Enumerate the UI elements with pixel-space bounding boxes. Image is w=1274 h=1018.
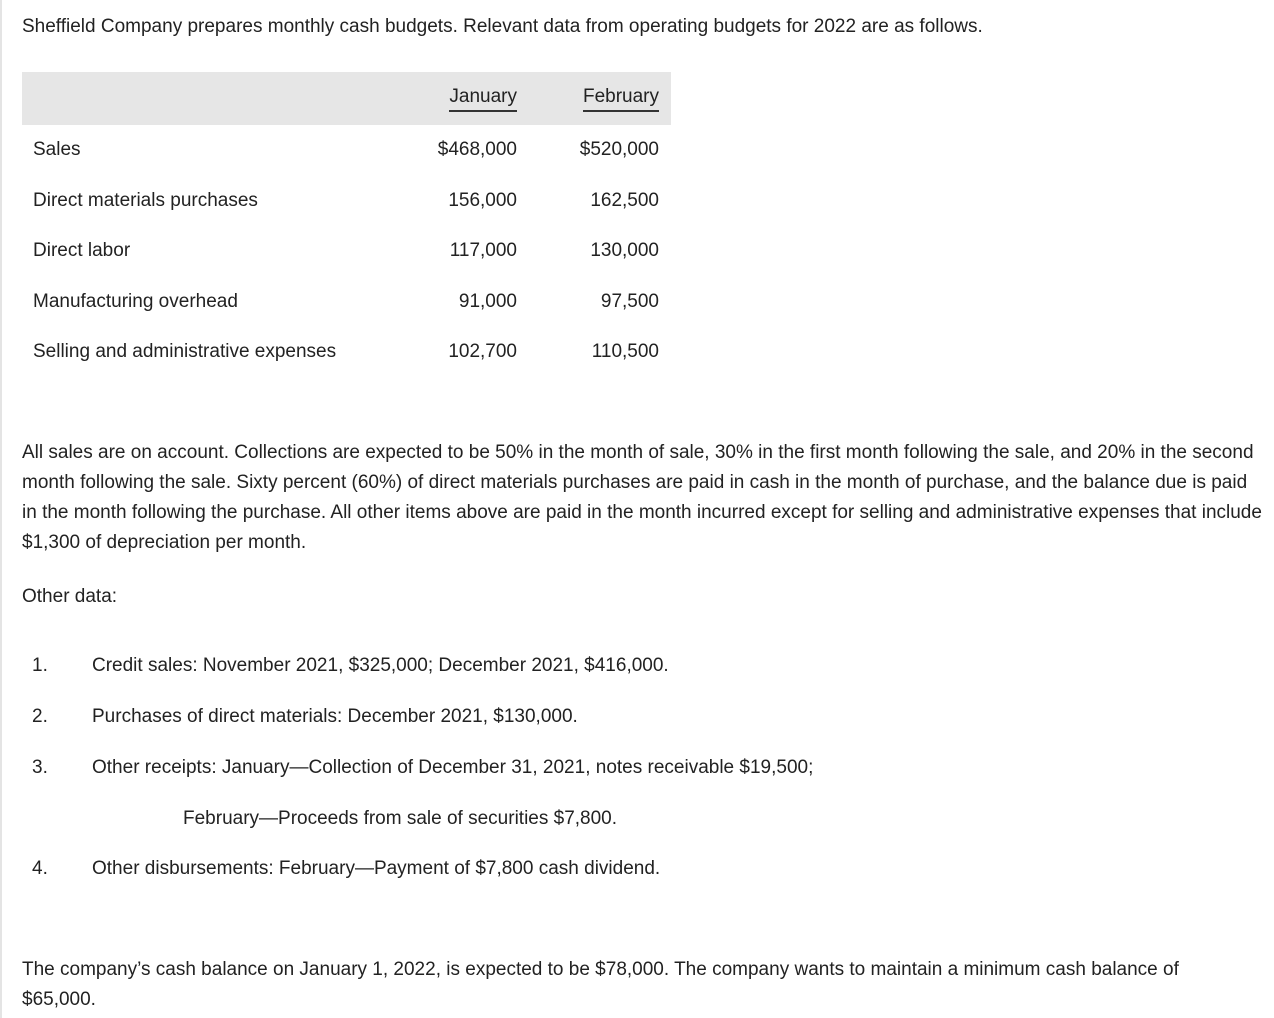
list-number: 2.: [32, 706, 48, 727]
budget-table: [22, 72, 671, 378]
header-january: [392, 72, 525, 125]
intro-text: Sheffield Company prepares monthly cash budgets. Relevant data from operating budgets for 2022 are as follows.: [22, 16, 983, 37]
row-january-value: 91,000: [458, 290, 517, 312]
row-label: Selling and administrative expenses: [33, 341, 337, 363]
header-january-text: January: [449, 86, 517, 112]
collections-paragraph: All sales are on account. Collections are expected to be 50% in the month of sale, 30% in the first month following the sale, and 20% in the second month following the sale. Sixty percent (60%) of direct materials purchases are paid in cash in the month of purchase, and the balance due is paid in the month following the purchase. All other items above are paid in the month incurred except for selling and administrative expenses that include $1,300 of depreciation per month.: [22, 442, 1262, 553]
header-february: [525, 72, 671, 125]
row-february-value: 162,500: [590, 189, 659, 211]
table-row: [22, 176, 671, 227]
row-label: Direct labor: [33, 240, 131, 262]
header-february-text: February: [583, 86, 659, 112]
row-january-value: 117,000: [449, 240, 517, 262]
closing-paragraph: The company’s cash balance on January 1, 2022, is expected to be $78,000. The company wants to maintain a minimum cash balance of $65,000.: [22, 959, 1179, 1010]
list-number: 1.: [32, 655, 48, 676]
list-item: Other disbursements: February—Payment of $7,800 cash dividend.: [92, 858, 661, 879]
row-label: Manufacturing overhead: [33, 290, 238, 312]
list-number: 4.: [32, 858, 48, 879]
table-row: [22, 277, 671, 328]
header-label-cell: [22, 72, 392, 125]
row-january-value: $468,000: [437, 139, 517, 161]
row-january-value: 156,000: [448, 189, 517, 211]
table-row: [22, 226, 671, 277]
left-border: [0, 0, 2, 1018]
list-item: Credit sales: November 2021, $325,000; December 2021, $416,000.: [92, 655, 669, 676]
list-item: Other receipts: January—Collection of December 31, 2021, notes receivable $19,500;: [92, 757, 814, 778]
row-february-value: 130,000: [590, 240, 659, 262]
row-label: Sales: [33, 139, 81, 161]
row-label: Direct materials purchases: [33, 189, 258, 211]
row-february-value: 97,500: [600, 290, 659, 312]
other-data-title: Other data:: [22, 586, 118, 607]
table-row: [22, 125, 671, 176]
list-item: Purchases of direct materials: December 2021, $130,000.: [92, 706, 578, 727]
table-header-row: [22, 72, 671, 125]
row-february-value: $520,000: [579, 139, 659, 161]
list-item-continuation: February—Proceeds from sale of securities $7,800.: [183, 808, 618, 829]
row-february-value: 110,500: [591, 341, 659, 363]
row-january-value: 102,700: [448, 341, 517, 363]
list-number: 3.: [32, 757, 48, 778]
table-row: [22, 327, 671, 378]
